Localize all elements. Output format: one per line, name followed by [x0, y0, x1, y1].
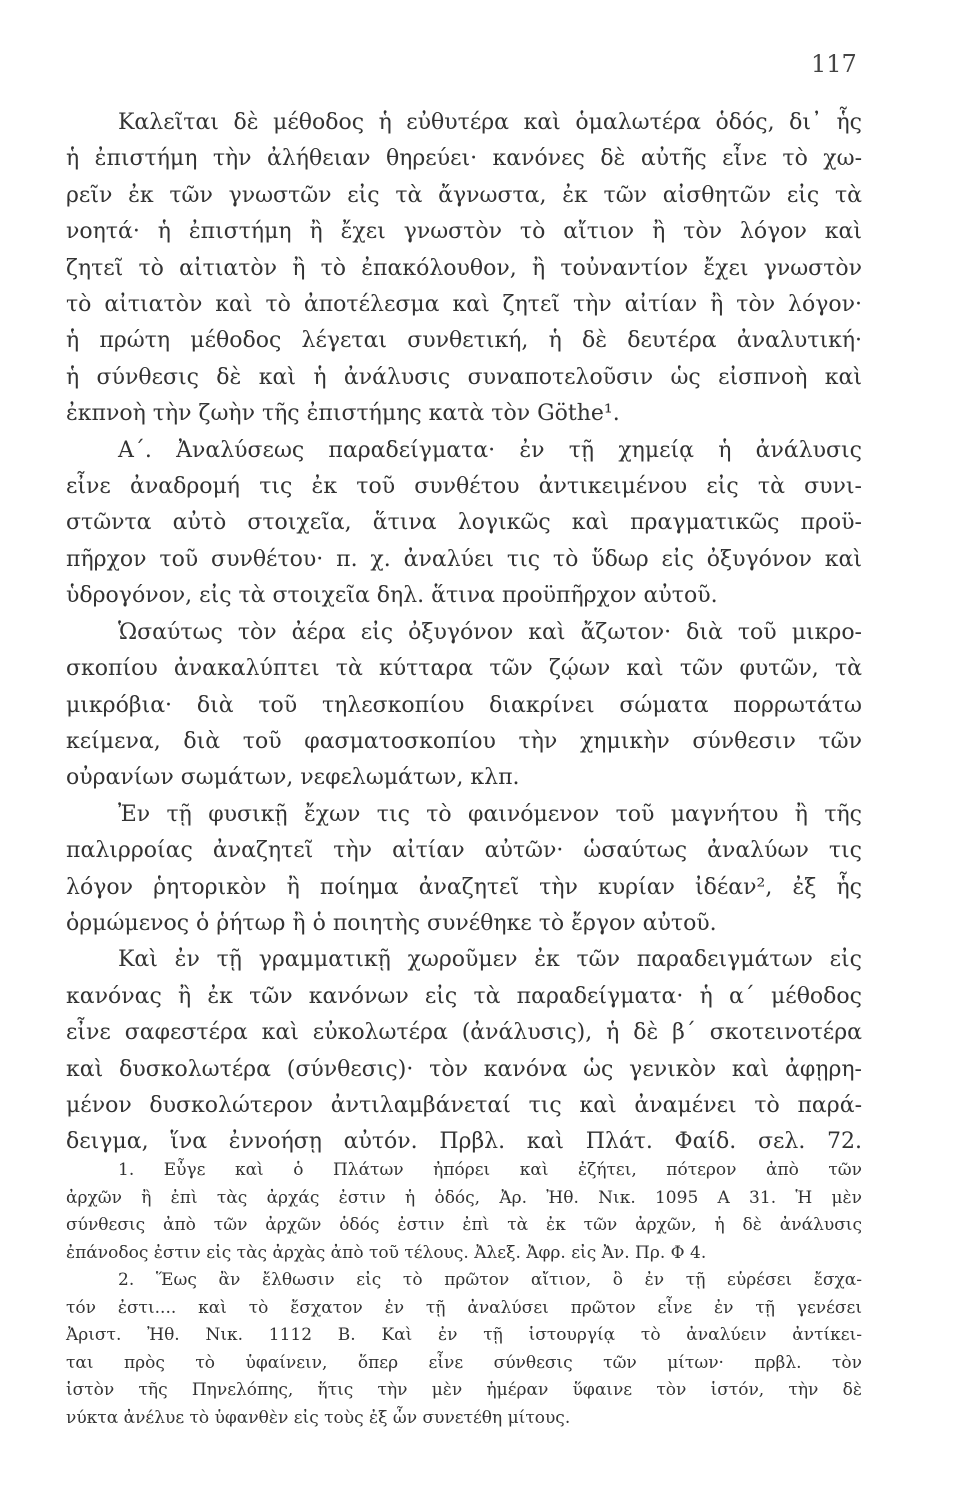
body-line: νοητά· ἡ ἐπιστήμη ἢ ἔχει γνωστὸν τὸ αἴτιον ἢ τὸν λόγον καὶ: [66, 219, 862, 245]
body-line: ζητεῖ τὸ αἰτιατὸν ἢ τὸ ἐπακόλουθον, ἢ τοὐναντίον ἔχει γνωστὸν: [66, 255, 862, 281]
body-line: τὸ αἰτιατὸν καὶ τὸ ἀποτέλεσμα καὶ ζητεῖ τὴν αἰτίαν ἢ τὸν λόγον·: [66, 292, 862, 318]
footnote-line: Ἀριστ. Ἠθ. Νικ. 1112 Β. Καὶ ἐν τῇ ἱστουργίᾳ τὸ ἀναλύειν ἀντίκει-: [66, 1325, 862, 1345]
body-line: κείμενα, διὰ τοῦ φασματοσκοπίου τὴν χημικὴν σύνθεσιν τῶν: [66, 728, 862, 754]
body-line: Α΄. Ἀναλύσεως παραδείγματα· ἐν τῇ χημείᾳ ἡ ἀνάλυσις: [118, 437, 862, 463]
body-line: Ἐν τῇ φυσικῇ ἔχων τις τὸ φαινόμενον τοῦ μαγνήτου ἢ τῆς: [118, 801, 862, 827]
page-number: 117: [811, 50, 857, 78]
body-line: Καλεῖται δὲ μέθοδος ἡ εὐθυτέρα καὶ ὁμαλωτέρα ὁδός, δι᾽ ἧς: [118, 110, 862, 135]
footnote-line: ται πρὸς τὸ ὑφαίνειν, ὅπερ εἶνε σύνθεσις τῶν μίτων· πρβλ. τὸν: [66, 1352, 862, 1373]
body-line: ὁρμώμενος ὁ ῥήτωρ ἢ ὁ ποιητὴς συνέθηκε τὸ ἔργον αὐτοῦ.: [66, 910, 717, 936]
footnote-line: ἱστὸν τῆς Πηνελόπης, ἥτις τὴν μὲν ἡμέραν ὕφαινε τὸν ἱστόν, τὴν δὲ: [66, 1380, 862, 1400]
footnote-line: ἐπάνοδος ἐστιν εἰς τὰς ἀρχὰς ἀπὸ τοῦ τέλους. Ἀλεξ. Ἀφρ. εἰς Ἀν. Πρ. Φ 4.: [66, 1242, 707, 1263]
footnote-line: σύνθεσις ἀπὸ τῶν ἀρχῶν ὁδός ἐστιν ἐπὶ τὰ ἐκ τῶν ἀρχῶν, ἡ δὲ ἀνάλυσις: [66, 1215, 862, 1235]
body-text: [66, 105, 862, 1161]
footnotes: [66, 1157, 862, 1432]
body-line: σκοπίου ἀνακαλύπτει τὰ κύτταρα τῶν ζῴων καὶ τῶν φυτῶν, τὰ: [66, 656, 862, 682]
footnote-line: τόν ἐστι.... καὶ τὸ ἔσχατον ἐν τῇ ἀναλύσει πρῶτον εἶνε ἐν τῇ γενέσει: [66, 1297, 862, 1318]
body-line: ἡ σύνθεσις δὲ καὶ ἡ ἀνάλυσις συναποτελοῦσιν ὡς εἰσπνοὴ καὶ: [66, 364, 862, 390]
body-line: Ὡσαύτως τὸν ἀέρα εἰς ὀξυγόνον καὶ ἄζωτον· διὰ τοῦ μικρο-: [118, 619, 862, 645]
body-line: ἡ ἐπιστήμη τὴν ἀλήθειαν θηρεύει· κανόνες δὲ αὐτῆς εἶνε τὸ χω-: [66, 146, 862, 172]
body-line: μένον δυσκολώτερον ἀντιλαμβάνεταί τις καὶ ἀναμένει τὸ παρά-: [66, 1092, 862, 1118]
body-line: δειγμα, ἵνα ἐννοήσῃ αὐτόν. Πρβλ. καὶ Πλάτ. Φαίδ. σελ. 72.: [66, 1129, 862, 1155]
body-line: μικρόβια· διὰ τοῦ τηλεσκοπίου διακρίνει σώματα πορρωτάτω: [66, 692, 862, 718]
footnote-line: ἀρχῶν ἢ ἐπὶ τὰς ἀρχάς ἐστιν ἡ ὁδός, Ἀρ. Ἠθ. Νικ. 1095 Α 31. Ἡ μὲν: [66, 1187, 862, 1208]
body-line: ρεῖν ἐκ τῶν γνωστῶν εἰς τὰ ἄγνωστα, ἐκ τῶν αἰσθητῶν εἰς τὰ: [66, 182, 862, 208]
body-line: πῆρχον τοῦ συνθέτου· π. χ. ἀναλύει τις τὸ ὕδωρ εἰς ὀξυγόνον καὶ: [66, 546, 862, 572]
body-line: ὑδρογόνον, εἰς τὰ στοιχεῖα δηλ. ἅτινα προϋπῆρχον αὐτοῦ.: [66, 583, 718, 609]
body-line: ἐκπνοὴ τὴν ζωὴν τῆς ἐπιστήμης κατὰ τὸν Göthe¹.: [66, 401, 620, 427]
body-line: λόγον ῥητορικὸν ἢ ποίημα ἀναζητεῖ τὴν κυρίαν ἰδέαν², ἐξ ἧς: [66, 874, 862, 900]
body-line: ἡ πρώτη μέθοδος λέγεται συνθετική, ἡ δὲ δευτέρα ἀναλυτική·: [66, 328, 862, 354]
body-line: εἶνε σαφεστέρα καὶ εὐκολωτέρα (ἀνάλυσις), ἡ δὲ β΄ σκοτεινοτέρα: [66, 1020, 862, 1046]
footnote-line: 1. Εὖγε καὶ ὁ Πλάτων ἠπόρει καὶ ἐζήτει, πότερον ἀπὸ τῶν: [118, 1160, 862, 1180]
body-line: καὶ δυσκολωτέρα (σύνθεσις)· τὸν κανόνα ὡς γενικὸν καὶ ἀφῃρη-: [66, 1056, 862, 1082]
body-line: Καὶ ἐν τῇ γραμματικῇ χωροῦμεν ἐκ τῶν παραδειγμάτων εἰς: [118, 947, 862, 973]
body-line: στῶντα αὐτὸ στοιχεῖα, ἅτινα λογικῶς καὶ πραγματικῶς προϋ-: [66, 510, 862, 536]
body-line: παλιρροίας ἀναζητεῖ τὴν αἰτίαν αὐτῶν· ὡσαύτως ἀναλύων τις: [66, 838, 862, 864]
body-line: κανόνας ἢ ἐκ τῶν κανόνων εἰς τὰ παραδείγματα· ἡ α΄ μέθοδος: [66, 983, 862, 1009]
footnote-line: 2. Ἕως ἂν ἔλθωσιν εἰς τὸ πρῶτον αἴτιον, ὃ ἐν τῇ εὑρέσει ἔσχα-: [118, 1270, 862, 1290]
body-line: οὐρανίων σωμάτων, νεφελωμάτων, κλπ.: [66, 765, 520, 791]
footnote-line: νύκτα ἀνέλυε τὸ ὑφανθὲν εἰς τοὺς ἐξ ὧν συνετέθη μίτους.: [66, 1407, 571, 1428]
body-line: εἶνε ἀναδρομή τις ἐκ τοῦ συνθέτου ἀντικειμένου εἰς τὰ συνι-: [66, 474, 862, 500]
